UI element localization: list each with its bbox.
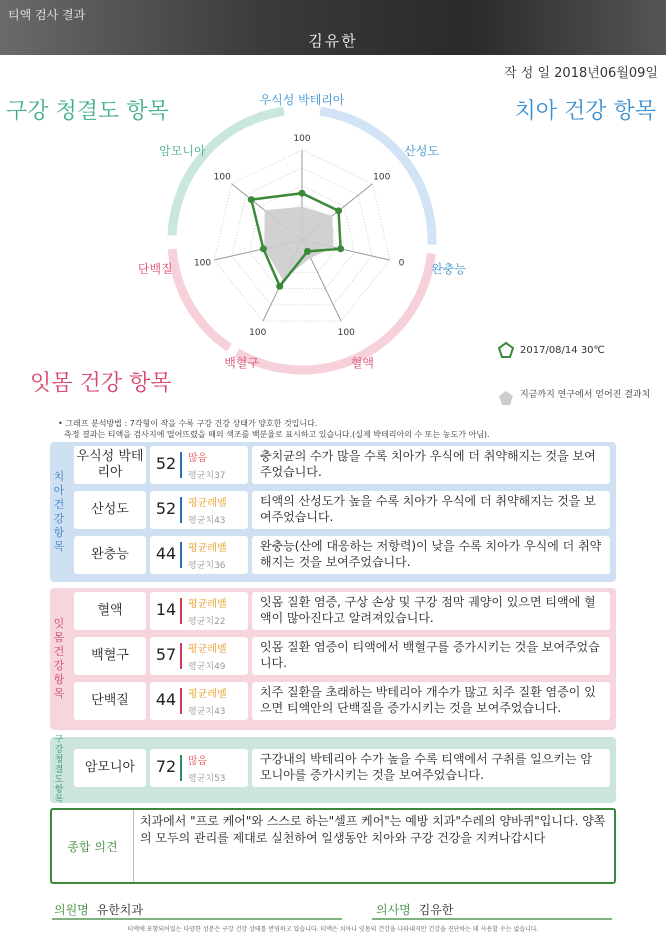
measurement-name: 우식성 박테리아 <box>74 446 146 484</box>
divider-bar <box>180 688 182 714</box>
measurement-description: 치주 질환을 초래하는 박테리아 개수가 많고 치주 질환 염증이 있으면 티액안의 단백질을 증가시키는 것을 보여주었습니다. <box>252 682 610 720</box>
radar-data-point <box>248 196 255 203</box>
pentagon-filled-icon <box>498 390 514 406</box>
legend-current-label: 2017/08/14 30℃ <box>520 344 605 356</box>
doctor-signature-line <box>372 918 612 920</box>
measurement-level: 많음 <box>188 756 208 767</box>
measurement-description: 구강내의 박테리아 수가 높을 수록 티액에서 구취를 일으키는 암모니아를 증가시키는 것을 보여주었습니다. <box>252 749 610 787</box>
radar-data-point <box>335 207 342 214</box>
radar-data-point <box>276 283 283 290</box>
measurement-row <box>72 635 612 677</box>
measurement-value-cell <box>150 682 248 720</box>
measurement-value: 44 <box>155 690 177 709</box>
measurement-value: 14 <box>155 600 177 619</box>
radar-axis-label: 혈액 <box>350 356 374 371</box>
gum-ring-arc-upper <box>237 254 431 370</box>
divider-bar <box>180 452 182 478</box>
overall-opinion <box>50 808 616 884</box>
measurement-description: 완충능(산에 대응하는 저항력)이 낮을 수록 치아가 우식에 더 취약해지는 것을 보여주었습니다. <box>252 536 610 574</box>
radar-axis-label: 완충능 <box>431 261 467 276</box>
analysis-note-line1: • 그래프 분석방법 : 7각형이 작을 수록 구강 건강 상태가 양호한 것입니다. <box>58 419 318 428</box>
measurement-value-cell <box>150 749 248 787</box>
legend-research-label: 지금까지 연구에서 얻어진 결과치 <box>520 390 651 400</box>
radar-data-point <box>304 248 311 255</box>
radar-max-label: 100 <box>193 258 212 269</box>
clinic-signature <box>54 901 143 918</box>
measurement-value: 52 <box>155 454 177 473</box>
clinic-label: 의원명 <box>54 903 89 917</box>
divider-bar <box>180 542 182 568</box>
radar-series-research <box>264 207 333 280</box>
divider-bar <box>180 598 182 624</box>
measurement-value: 57 <box>155 645 177 664</box>
clinic-signature-line <box>52 918 342 920</box>
measurement-average: 평균치43 <box>188 516 226 526</box>
measurement-value-cell <box>150 637 248 675</box>
divider-bar <box>180 643 182 669</box>
measurement-description: 티액의 산성도가 높을 수록 치아가 우식에 더 취약해지는 것을 보여주었습니다. <box>252 491 610 529</box>
measurement-average: 평균치53 <box>188 774 226 784</box>
pentagon-icon <box>498 342 514 358</box>
measurement-average: 평균치49 <box>188 662 226 672</box>
measurement-row <box>72 590 612 632</box>
measurement-value-cell <box>150 491 248 529</box>
measurement-level: 평균레벨 <box>188 543 227 554</box>
radar-max-label: 0 <box>398 258 405 269</box>
app-title: 티액 검사 결과 <box>8 8 86 22</box>
legend-current <box>498 342 605 358</box>
radar-max-label: 100 <box>293 134 311 144</box>
radar-max-label: 100 <box>213 172 231 183</box>
measurement-row <box>72 444 612 486</box>
group-teeth <box>50 442 616 582</box>
radar-data-point <box>337 245 344 252</box>
measurement-row <box>72 747 612 789</box>
measurement-average: 평균치37 <box>188 471 226 481</box>
measurement-value: 44 <box>155 544 177 563</box>
measurement-name: 단백질 <box>74 682 146 720</box>
patient-name: 김유한 <box>308 32 358 50</box>
legend-research <box>498 390 660 406</box>
radar-max-label: 100 <box>373 172 391 183</box>
section-title-teeth: 치아 건강 항목 <box>514 99 656 124</box>
radar-axis-label: 우식성 박테리아 <box>259 93 345 107</box>
measurement-description: 잇몸 질환 염증이 티액에서 백혈구를 증가시키는 것을 보여주었습니다. <box>252 637 610 675</box>
radar-axis-label: 산성도 <box>404 143 440 158</box>
report-date: 작 성 일 2018년06월09일 <box>504 66 658 81</box>
measurement-name: 암모니아 <box>74 749 146 787</box>
measurement-level: 평균레벨 <box>188 599 227 610</box>
opinion-label: 종합 의견 <box>52 810 134 882</box>
measurement-average: 평균치36 <box>188 561 226 571</box>
measurement-average: 평균치22 <box>188 617 226 627</box>
radar-data-point <box>299 190 306 197</box>
measurement-description: 충치균의 수가 많을 수록 치아가 우식에 더 취약해지는 것을 보여주었습니다. <box>252 446 610 484</box>
analysis-note <box>58 418 658 440</box>
opinion-text: 치과에서 "프로 케어"와 스스로 하는"셀프 케어"는 예방 치과"수레의 양바퀴"입니다. 양쪽의 모두의 관리를 제대로 실천하여 일생동안 치아와 구강 건강을 지켜나갑시다 <box>140 814 606 845</box>
radar-axis-label: 암모니아 <box>159 143 206 158</box>
radar-axis-label: 단백질 <box>137 261 173 276</box>
group-teeth-label: 치아건강항목 <box>53 470 65 553</box>
measurement-level: 평균레벨 <box>188 644 227 655</box>
measurement-row <box>72 680 612 722</box>
doctor-name: 김유한 <box>418 903 454 917</box>
radar-axis-label: 백혈구 <box>224 356 259 371</box>
group-oral <box>50 737 616 803</box>
measurement-average: 평균치43 <box>188 707 226 717</box>
analysis-note-line2: 측정 결과는 티액을 검사지에 떨어뜨렸을 때의 색조를 백분율로 표시하고 있습니다.(실제 박테리아의 수 또는 농도가 아님). <box>64 430 490 439</box>
report-header <box>0 0 666 55</box>
group-oral-label: 구강청결도항목 <box>54 735 64 805</box>
group-gum <box>50 588 616 730</box>
radar-chart <box>137 80 520 410</box>
radar-data-point <box>260 245 267 252</box>
footer-disclaimer: 티액에 포함되어있는 다양한 성분은 구강 건강 상태를 반영하고 있습니다. 티액은 치아나 잇몸의 건강을 나타내지만 건강을 진단하는 데 사용할 수는 없습니다. <box>127 926 539 933</box>
measurement-value-cell <box>150 592 248 630</box>
section-title-oral: 구강 청결도 항목 <box>6 99 169 124</box>
measurement-level: 평균레벨 <box>188 689 227 700</box>
radar-max-label: 100 <box>249 327 267 338</box>
measurement-name: 산성도 <box>74 491 146 529</box>
measurement-level: 많음 <box>188 453 208 464</box>
divider-bar <box>180 497 182 523</box>
measurement-name: 완충능 <box>74 536 146 574</box>
measurement-row <box>72 489 612 531</box>
doctor-signature <box>376 901 453 918</box>
doctor-label: 의사명 <box>376 903 411 917</box>
section-title-gum: 잇몸 건강 항목 <box>30 371 172 396</box>
clinic-name: 유한치과 <box>96 903 143 917</box>
measurement-value-cell <box>150 446 248 484</box>
group-gum-label: 잇몸건강항목 <box>53 617 65 700</box>
measurement-name: 혈액 <box>74 592 146 630</box>
radar-max-label: 100 <box>337 327 355 338</box>
measurement-name: 백혈구 <box>74 637 146 675</box>
measurement-row <box>72 534 612 576</box>
measurement-value: 72 <box>155 757 177 776</box>
measurement-value: 52 <box>155 499 177 518</box>
measurement-level: 평균레벨 <box>188 498 227 509</box>
measurement-description: 잇몸 질환 염증, 구상 손상 및 구강 점막 궤양이 있으면 티액에 혈액이 많아진다고 알려져있습니다. <box>252 592 610 630</box>
measurement-value-cell <box>150 536 248 574</box>
divider-bar <box>180 755 182 781</box>
